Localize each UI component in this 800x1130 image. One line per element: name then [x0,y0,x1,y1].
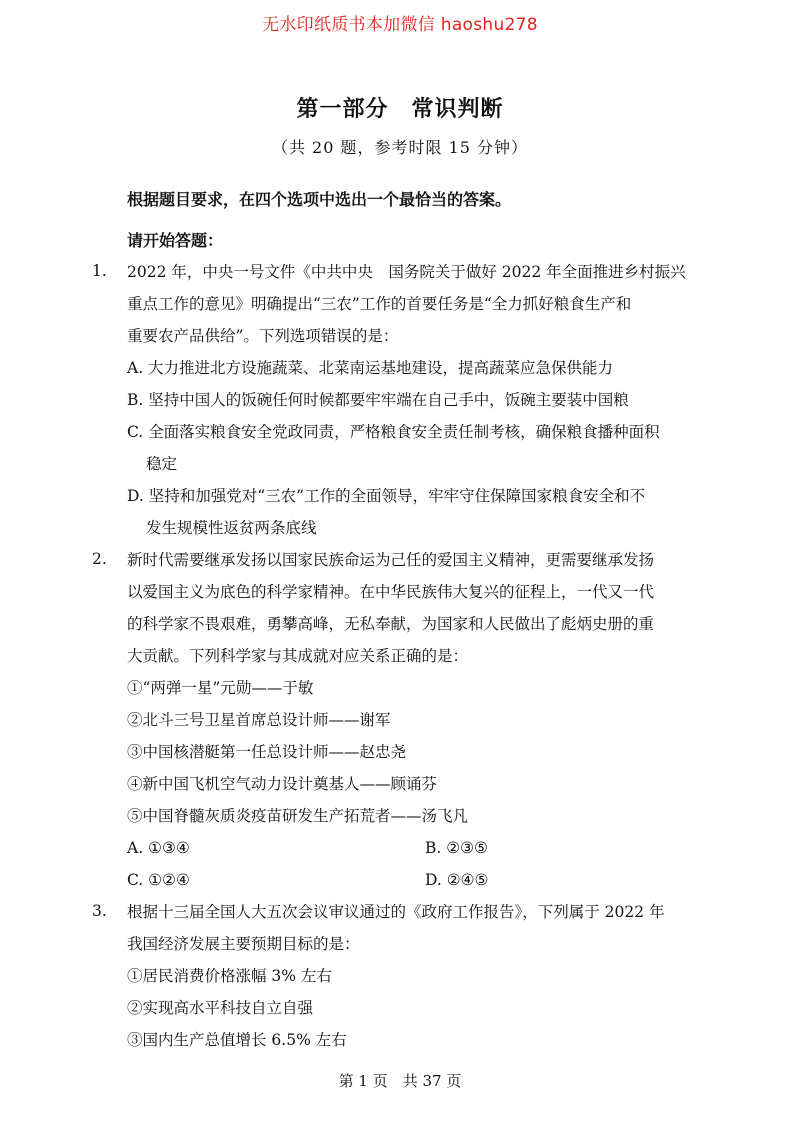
statement-item: ③中国核潜艇第一任总设计师——赵忠尧 [127,743,407,761]
question-stem-line: 的科学家不畏艰难，勇攀高峰，无私奉献，为国家和人民做出了彪炳史册的重 [127,615,655,633]
statement-item: ②北斗三号卫星首席总设计师——谢军 [127,711,391,729]
choice-a: A. ①③④ [127,839,190,857]
statement-item: ①“两弹一星”元勋——于敏 [127,679,314,697]
question-number: 2. [92,550,107,568]
statement-item: ①居民消费价格涨幅 3% 左右 [127,967,332,985]
statement-item: ⑤中国脊髓灰质炎疫苗研发生产拓荒者——汤飞凡 [127,807,469,825]
instructions-line-1: 根据题目要求，在四个选项中选出一个最恰当的答案。 [127,190,512,209]
question-stem-line: 大贡献。下列科学家与其成就对应关系正确的是： [127,647,469,665]
question-stem-line: 我国经济发展主要预期目标的是： [127,935,360,953]
statement-item: ②实现高水平科技自立自强 [127,999,314,1017]
option-c-continued: 稳定 [146,455,178,473]
instructions-line-2: 请开始答题： [127,231,224,250]
question-stem-line: 新时代需要继承发扬以国家民族命运为己任的爱国主义精神，更需要继承发扬 [127,551,655,569]
option-d: D. 坚持和加强党对“三农”工作的全面领导，牢牢守住保障国家粮食安全和不 [127,487,646,505]
question-number: 1. [92,262,107,280]
question-number: 3. [92,902,107,920]
question-stem-line: 重点工作的意见》明确提出“三农”工作的首要任务是“全力抓好粮食生产和 [127,295,632,313]
statement-item: ④新中国飞机空气动力设计奠基人——顾诵芬 [127,775,438,793]
choice-c: C. ①②④ [127,871,190,889]
choice-d: D. ②④⑤ [425,871,489,889]
statement-item: ③国内生产总值增长 6.5% 左右 [127,1031,347,1049]
section-subtitle: （共 20 题，参考时限 15 分钟） [271,138,529,157]
question-stem-line: 以爱国主义为底色的科学家精神。在中华民族伟大复兴的征程上，一代又一代 [127,583,655,601]
option-a: A. 大力推进北方设施蔬菜、北菜南运基地建设，提高蔬菜应急保供能力 [127,359,614,377]
question-stem-line: 重要农产品供给”。下列选项错误的是： [127,327,399,345]
section-title: 第一部分 常识判断 [296,97,504,122]
option-d-continued: 发生规模性返贫两条底线 [146,519,317,537]
option-b: B. 坚持中国人的饭碗任何时候都要牢牢端在自己手中，饭碗主要装中国粮 [127,391,629,409]
page-number: 第 1 页 共 37 页 [338,1072,462,1090]
option-c: C. 全面落实粮食安全党政同责，严格粮食安全责任制考核，确保粮食播种面积 [127,423,660,441]
question-stem-line: 2022 年，中央一号文件《中共中央 国务院关于做好 2022 年全面推进乡村振兴 [127,263,686,281]
watermark-banner: 无水印纸质书本加微信 haoshu278 [262,15,538,35]
choice-b: B. ②③⑤ [425,839,488,857]
question-stem-line: 根据十三届全国人大五次会议审议通过的《政府工作报告》，下列属于 2022 年 [127,903,665,921]
